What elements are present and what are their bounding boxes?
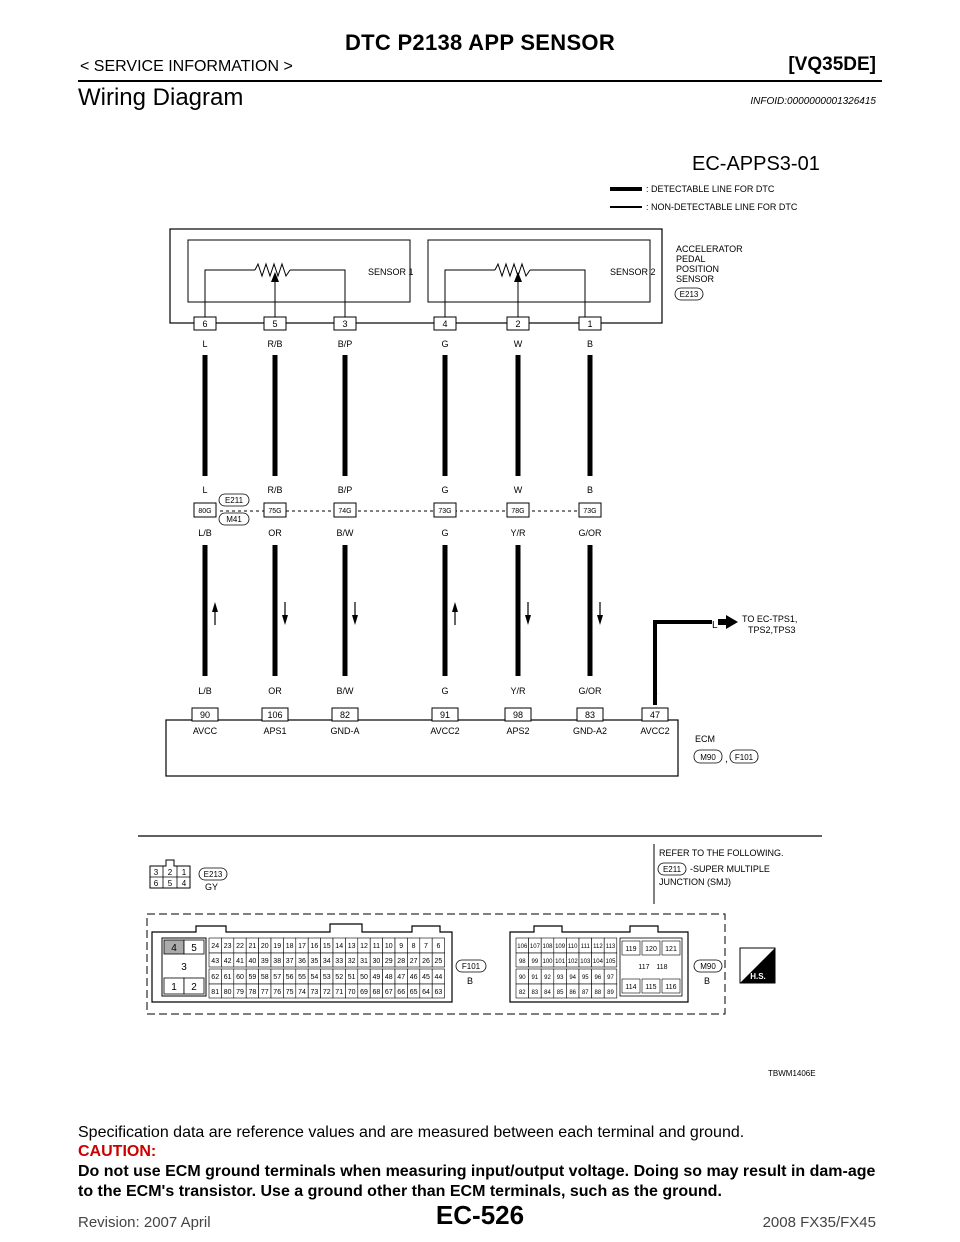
f101-pin-17: 17 — [298, 943, 306, 950]
f101-pin-75: 75 — [285, 989, 294, 996]
f101-pin-15: 15 — [322, 943, 331, 950]
m90-pin-120: 120 — [645, 946, 657, 953]
f101-pin-36: 36 — [298, 958, 306, 965]
f101-pin-61: 61 — [223, 974, 232, 981]
engine-model: [VQ35DE] — [788, 54, 876, 75]
sensor2-resistor-zigzag — [495, 264, 530, 276]
f101-pin-55: 55 — [298, 974, 306, 981]
refer-tag: E211 — [662, 865, 682, 874]
e213-pin-6: 6 — [153, 879, 159, 888]
f101-pin-32: 32 — [347, 958, 356, 965]
e213-color: GY — [205, 882, 219, 892]
f101-pin-49: 49 — [372, 974, 381, 981]
signal-arrow-5 — [597, 615, 603, 625]
f101-pin-64: 64 — [422, 989, 430, 996]
f101-pin-27: 27 — [409, 958, 418, 965]
m90-pin-113: 113 — [605, 944, 616, 950]
m90-pin-87: 87 — [581, 990, 589, 996]
f101-pin-8: 8 — [411, 943, 416, 950]
m90-color: B — [704, 976, 711, 986]
ecm-pin-name-2: GND-A — [330, 726, 360, 736]
f101-pin-28: 28 — [397, 958, 406, 965]
m90-pin-112: 112 — [593, 944, 603, 950]
branch-wire-l — [655, 622, 712, 705]
caution-text: Do not use ECM ground terminals when measuring input/output voltage. Doing so may result in dam-age to the ECM's transistor. Use a ground other than ECM terminals, such as the ground. — [78, 1163, 876, 1200]
e213-pin-1: 1 — [181, 868, 187, 877]
f101-color: B — [467, 976, 474, 986]
m90-pin-102: 102 — [567, 959, 578, 965]
footer-revision: Revision: 2007 April — [78, 1214, 211, 1231]
f101-pin-51: 51 — [347, 974, 356, 981]
m90-pin-88: 88 — [594, 990, 602, 996]
f101-pin-68: 68 — [372, 989, 381, 996]
f101-pin-80: 80 — [223, 989, 232, 996]
f101-pin-46: 46 — [409, 974, 418, 981]
junction-pin-1: 75G — [268, 508, 282, 515]
ecm-pin-106: 106 — [267, 710, 283, 720]
hs-label: H.S. — [750, 972, 766, 981]
wire-color-mid-upper-3: G — [441, 485, 449, 495]
m90-pin-83: 83 — [531, 990, 539, 996]
f101-pin-52: 52 — [335, 974, 344, 981]
branch-wire-color: L — [712, 620, 718, 631]
ecm-pin-47: 47 — [649, 710, 661, 720]
junction-pin-0: 80G — [198, 508, 212, 515]
f101-pin-34: 34 — [322, 958, 331, 965]
f101-pin-7: 7 — [424, 943, 428, 950]
f101-pin-38: 38 — [273, 958, 282, 965]
f101-pin-13: 13 — [347, 943, 356, 950]
sensor-name-line2: PEDAL — [676, 254, 706, 264]
f101-pin-6: 6 — [436, 943, 441, 950]
info-id: INFOID:0000000001326415 — [750, 96, 876, 107]
wire-color-bottom-6: L — [652, 686, 658, 696]
m90-pin-84: 84 — [544, 990, 551, 996]
wire-color-top-0: L — [202, 339, 208, 349]
f101-tag: F101 — [461, 962, 481, 971]
f101-pin-25: 25 — [434, 958, 443, 965]
f101-pin-50: 50 — [360, 974, 368, 981]
junction-pin-5: 73G — [583, 508, 597, 515]
f101-pin-12: 12 — [360, 943, 368, 950]
m90-pin-97: 97 — [607, 975, 614, 981]
m90-tag: M90 — [700, 962, 716, 971]
sensor1-label: SENSOR 1 — [368, 267, 414, 277]
sensor-box — [170, 229, 662, 323]
m90-pin-101: 101 — [555, 959, 566, 965]
m90-pin-104: 104 — [592, 959, 603, 965]
f101-pin-39: 39 — [260, 958, 269, 965]
m90-pin-89: 89 — [607, 990, 614, 996]
f101-pin-21: 21 — [248, 943, 257, 950]
f101-pin-11: 11 — [372, 943, 381, 950]
ecm-pin-90: 90 — [199, 710, 211, 720]
m90-pin-92: 92 — [544, 975, 551, 981]
wire-color-bottom-0: L/B — [198, 686, 212, 696]
signal-arrow-2 — [352, 615, 358, 625]
ecm-pin-name-3: AVCC2 — [430, 726, 460, 736]
branch-to-line1: TO EC-TPS1, — [742, 614, 798, 624]
junction-tag-e211: E211 — [224, 496, 244, 505]
f101-pin-62: 62 — [211, 974, 220, 981]
f101-pin-57: 57 — [273, 974, 282, 981]
f101-pin-1: 1 — [171, 982, 177, 993]
f101-pin-22: 22 — [236, 943, 244, 950]
sensor1-wiper-arrow — [271, 272, 279, 282]
sensor2-wiper-arrow — [514, 272, 522, 282]
f101-pin-33: 33 — [335, 958, 344, 965]
f101-pin-45: 45 — [422, 974, 430, 981]
f101-pin-19: 19 — [273, 943, 282, 950]
sensor-name-line1: ACCELERATOR — [676, 244, 743, 254]
ecm-conn1: M90 — [700, 753, 716, 762]
ecm-conn-sep: , — [725, 754, 728, 765]
f101-pin-69: 69 — [360, 989, 368, 996]
f101-pin-23: 23 — [223, 943, 232, 950]
e213-pin-3: 3 — [153, 868, 159, 877]
signal-arrow-0 — [212, 602, 218, 612]
sensor-pin-4: 4 — [442, 319, 448, 329]
f101-pin-72: 72 — [322, 989, 331, 996]
junction-tag-m41: M41 — [226, 515, 242, 524]
wire-color-mid-lower-1: OR — [268, 528, 282, 538]
f101-pin-44: 44 — [434, 974, 443, 981]
f101-pin-29: 29 — [384, 958, 393, 965]
f101-pin-43: 43 — [211, 958, 220, 965]
m90-pin-106: 106 — [517, 944, 528, 950]
f101-pin-74: 74 — [298, 989, 306, 996]
footer-page-number: EC-526 — [435, 1200, 525, 1230]
caution-label: CAUTION: — [78, 1143, 157, 1160]
wire-color-mid-upper-1: R/B — [267, 485, 283, 495]
ecm-pin-name-1: APS1 — [263, 726, 287, 736]
wire-color-mid-upper-2: B/P — [337, 485, 353, 495]
m90-pin-94: 94 — [569, 975, 577, 981]
wire-color-mid-lower-3: G — [441, 528, 449, 538]
f101-pin-66: 66 — [397, 989, 406, 996]
f101-pin-4: 4 — [171, 943, 177, 954]
ecm-pin-91: 91 — [439, 710, 451, 720]
sensor2-resistor-circuit — [445, 270, 495, 318]
f101-pin-42: 42 — [223, 958, 232, 965]
signal-arrow-1 — [282, 615, 288, 625]
sensor-pin-2: 2 — [515, 319, 521, 329]
m90-pin-96: 96 — [594, 975, 602, 981]
ecm-pin-name-0: AVCC — [192, 726, 218, 736]
wire-color-top-5: B — [586, 339, 594, 349]
f101-pin-71: 71 — [335, 989, 344, 996]
wire-color-mid-upper-0: L — [202, 485, 208, 495]
m90-pin-110: 110 — [567, 944, 578, 950]
m90-pin-95: 95 — [581, 975, 589, 981]
sensor-name-line4: SENSOR — [676, 274, 715, 284]
sensor-pin-3: 3 — [342, 319, 348, 329]
wire-color-mid-lower-0: L/B — [198, 528, 212, 538]
f101-pin-53: 53 — [322, 974, 331, 981]
refer-line3: JUNCTION (SMJ) — [659, 877, 731, 887]
f101-pin-59: 59 — [248, 974, 257, 981]
ecm-pin-name-4: APS2 — [506, 726, 530, 736]
signal-arrow-4 — [525, 615, 531, 625]
signal-arrow-3 — [452, 602, 458, 612]
wire-color-mid-lower-2: B/W — [336, 528, 354, 538]
m90-pin-105: 105 — [605, 959, 616, 965]
page-title: DTC P2138 APP SENSOR — [344, 30, 616, 55]
m90-pin-93: 93 — [556, 975, 564, 981]
ecm-pin-82: 82 — [339, 710, 351, 720]
wire-color-top-4: W — [513, 339, 523, 349]
wire-color-bottom-4: Y/R — [510, 686, 526, 696]
f101-pin-81: 81 — [211, 989, 220, 996]
refer-line2: -SUPER MULTIPLE — [690, 864, 770, 874]
ecm-pin-83: 83 — [584, 710, 596, 720]
f101-pin-30: 30 — [372, 958, 381, 965]
section-title: Wiring Diagram — [78, 84, 244, 111]
wire-color-mid-upper-5: B — [586, 485, 594, 495]
ecm-label: ECM — [695, 734, 715, 744]
e213-pin-5: 5 — [167, 879, 173, 888]
m90-pin-107: 107 — [529, 944, 540, 950]
m90-pin-119: 119 — [625, 946, 637, 953]
sensor2-resistor-right — [530, 270, 585, 318]
sensor-pin-1: 1 — [587, 319, 593, 329]
f101-pin-54: 54 — [310, 974, 319, 981]
wire-color-bottom-3: G — [441, 686, 449, 696]
m90-pin-91: 91 — [531, 975, 539, 981]
e213-pin-2: 2 — [167, 868, 173, 877]
f101-pin-5: 5 — [191, 943, 197, 954]
m90-pin-98: 98 — [518, 959, 526, 965]
m90-pin-82: 82 — [518, 990, 526, 996]
branch-arrow-tail — [718, 619, 728, 625]
breadcrumb: < SERVICE INFORMATION > — [80, 58, 293, 75]
sensor1-resistor-right — [290, 270, 345, 318]
f101-pin-60: 60 — [236, 974, 244, 981]
m90-pin-111: 111 — [580, 944, 590, 950]
refer-line1: REFER TO THE FOLLOWING. — [659, 848, 784, 858]
footer-model: 2008 FX35/FX45 — [762, 1214, 876, 1231]
ecm-pin-name-6: AVCC2 — [640, 726, 670, 736]
f101-pin-37: 37 — [285, 958, 294, 965]
sensor1-resistor-circuit — [205, 270, 255, 318]
figure-id: TBWM1406E — [768, 1069, 816, 1078]
f101-pin-63: 63 — [434, 989, 443, 996]
e213-tag: E213 — [203, 870, 223, 879]
sensor1-resistor-zigzag — [255, 264, 290, 276]
m90-pin-99: 99 — [531, 959, 539, 965]
f101-pin-26: 26 — [422, 958, 430, 965]
m90-pin-86: 86 — [569, 990, 577, 996]
ecm-pin-98: 98 — [512, 710, 524, 720]
legend-non-detectable: : NON-DETECTABLE LINE FOR DTC — [646, 202, 798, 212]
sensor-pin-5: 5 — [272, 319, 278, 329]
f101-pin-41: 41 — [236, 958, 244, 965]
f101-pin-56: 56 — [285, 974, 294, 981]
m90-pin-90: 90 — [518, 975, 526, 981]
legend-detectable: : DETECTABLE LINE FOR DTC — [646, 184, 775, 194]
wire-color-top-3: G — [441, 339, 449, 349]
f101-pin-77: 77 — [260, 989, 269, 996]
f101-pin-79: 79 — [236, 989, 244, 996]
f101-pin-78: 78 — [248, 989, 257, 996]
f101-pin-76: 76 — [273, 989, 282, 996]
f101-pin-16: 16 — [310, 943, 319, 950]
m90-pin-85: 85 — [556, 990, 564, 996]
m90-pin-100: 100 — [542, 959, 553, 965]
wire-color-bottom-1: OR — [268, 686, 282, 696]
wire-color-bottom-2: B/W — [336, 686, 354, 696]
wire-color-mid-lower-4: Y/R — [510, 528, 526, 538]
wire-color-top-2: B/P — [337, 339, 353, 349]
m90-pin-103: 103 — [580, 959, 591, 965]
wire-color-mid-upper-4: W — [513, 485, 523, 495]
legend-non-detectable-swatch — [610, 206, 642, 208]
f101-pin-3: 3 — [181, 962, 187, 973]
f101-pin-18: 18 — [285, 943, 294, 950]
m90-pin-116: 116 — [665, 984, 677, 991]
f101-pin-2: 2 — [191, 982, 197, 993]
m90-pin-121: 121 — [665, 946, 677, 953]
f101-pin-73: 73 — [310, 989, 319, 996]
f101-pin-58: 58 — [260, 974, 269, 981]
f101-pin-31: 31 — [360, 958, 368, 965]
sensor2-label: SENSOR 2 — [610, 267, 656, 277]
wire-color-mid-lower-5: G/OR — [578, 528, 602, 538]
f101-pin-65: 65 — [409, 989, 418, 996]
f101-pin-24: 24 — [211, 943, 220, 950]
m90-pin-109: 109 — [555, 944, 566, 950]
sensor-name-line3: POSITION — [676, 264, 720, 274]
f101-pin-67: 67 — [384, 989, 393, 996]
e213-pin-4: 4 — [181, 879, 187, 888]
junction-pin-3: 73G — [438, 508, 452, 515]
m90-pin-114: 114 — [625, 984, 637, 991]
junction-pin-2: 74G — [338, 508, 352, 515]
m90-pin-118: 118 — [656, 964, 668, 971]
f101-pin-40: 40 — [248, 958, 257, 965]
sensor-connector-tag: E213 — [679, 290, 699, 299]
m90-pin-115: 115 — [645, 984, 657, 991]
f101-pin-48: 48 — [384, 974, 393, 981]
sensor-pin-6: 6 — [202, 319, 208, 329]
f101-pin-47: 47 — [397, 974, 406, 981]
f101-pin-10: 10 — [384, 943, 393, 950]
branch-to-line2: TPS2,TPS3 — [748, 625, 796, 635]
f101-pin-35: 35 — [310, 958, 319, 965]
diagram-code: EC-APPS3-01 — [692, 153, 820, 175]
spec-note: Specification data are reference values and are measured between each terminal and ground. — [78, 1124, 745, 1141]
m90-pin-117: 117 — [638, 964, 650, 971]
wire-color-bottom-5: G/OR — [578, 686, 602, 696]
junction-pin-4: 78G — [511, 508, 525, 515]
f101-pin-14: 14 — [335, 943, 344, 950]
f101-pin-9: 9 — [399, 943, 404, 950]
f101-pin-70: 70 — [347, 989, 356, 996]
ecm-pin-name-5: GND-A2 — [572, 726, 608, 736]
f101-pin-20: 20 — [260, 943, 269, 950]
wire-color-top-1: R/B — [267, 339, 283, 349]
ecm-conn2: F101 — [734, 753, 754, 762]
m90-pin-108: 108 — [542, 944, 553, 950]
legend-detectable-swatch — [610, 187, 642, 191]
